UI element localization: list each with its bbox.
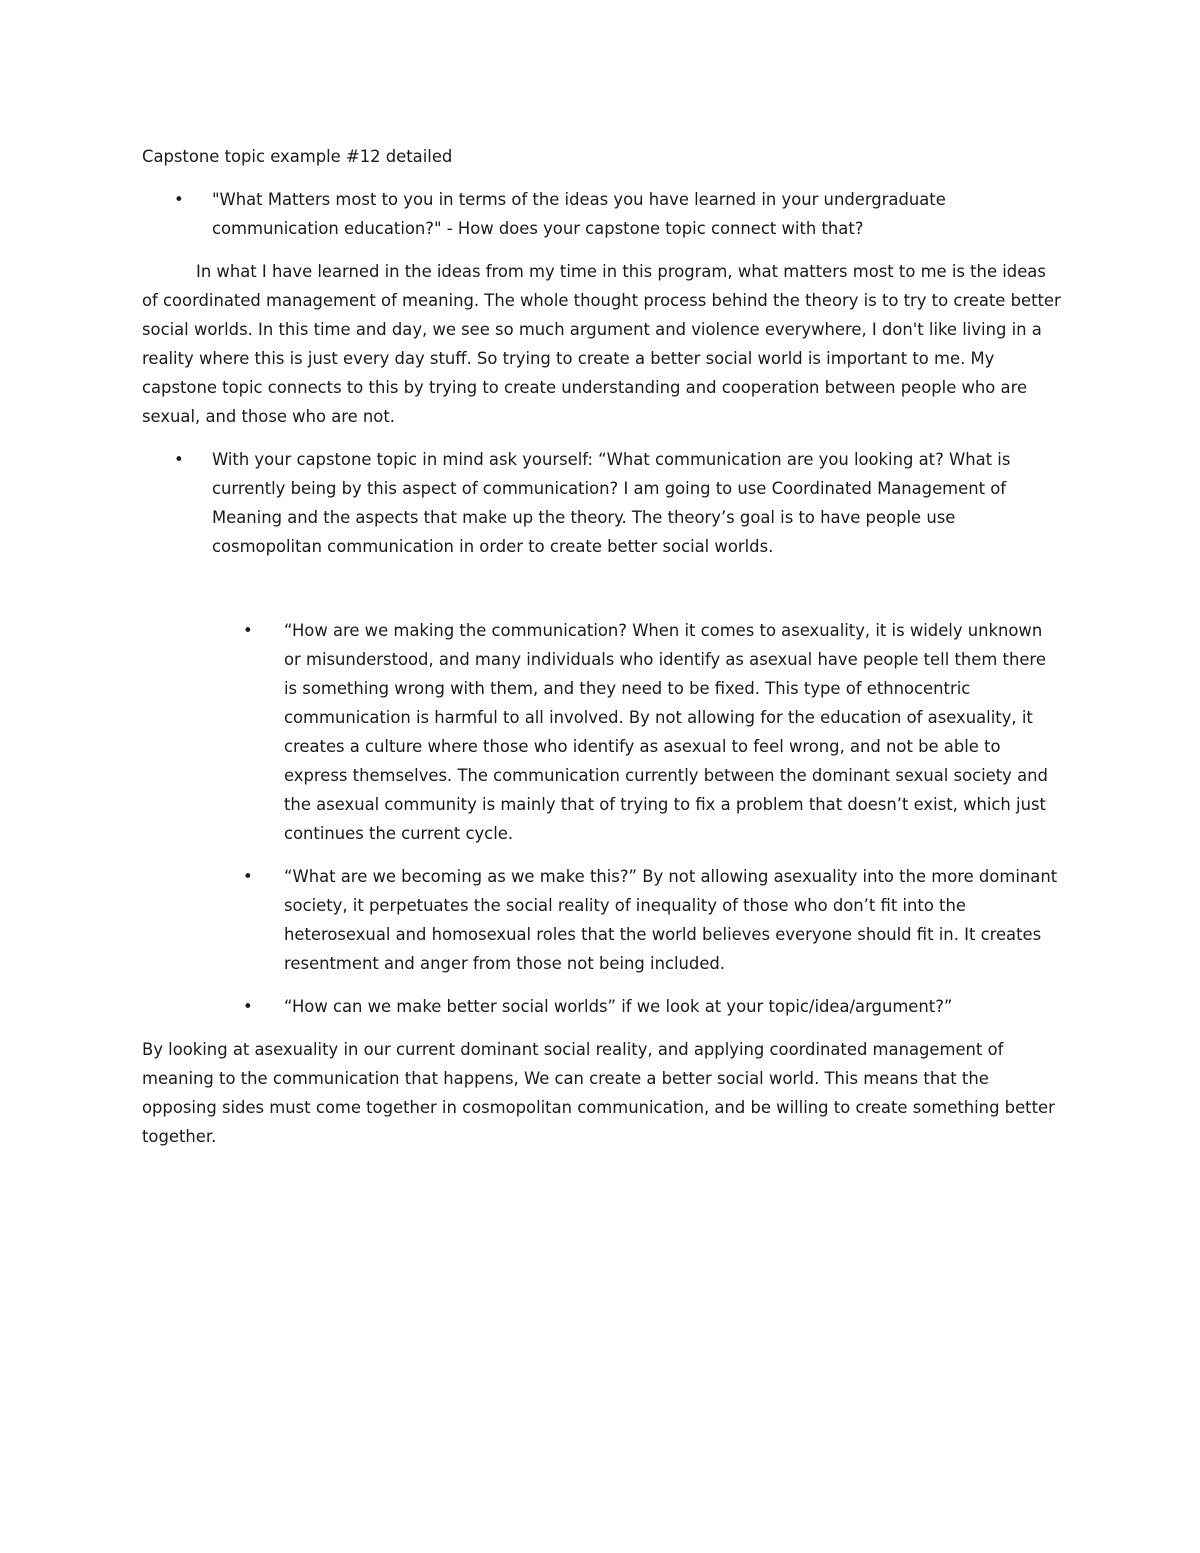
- sub-question-text: “How are we making the communication? When it comes to asexuality, it is widely unknown or misunderstood, and many individuals who identify as asexual have people tell them there is something wrong with them, and they need to be fixed. This type of ethnocentric communication is harmful to all involved. By not allowing for the education of asexuality, it creates a culture where those who identify as asexual to feel wrong, and not be able to express themselves. The communication currently between the dominant sexual society and the asexual community is mainly that of trying to fix a problem that doesn’t exist, which just continues the current cycle.: [284, 621, 1048, 843]
- closing-paragraph: By looking at asexuality in our current dominant social reality, and applying coordinated management of meaning to the communication that happens, We can create a better social world. This means that the opposing sides must come together in cosmopolitan communication, and be willing to create something better together.: [142, 1040, 1055, 1146]
- sub-question-list: [142, 616, 1062, 1021]
- question-1-item: [142, 185, 1062, 243]
- sub-question-text: “How can we make better social worlds” if we look at your topic/idea/argument?”: [284, 997, 953, 1016]
- answer-1-paragraph: In what I have learned in the ideas from my time in this program, what matters most to me is the ideas of coordinated management of meaning. The whole thought process behind the theory is to try to create better social worlds. In this time and day, we see so much argument and violence everywhere, I don't like living in a reality where this is just every day stuff. So trying to create a better social world is important to me. My capstone topic connects to this by trying to create understanding and cooperation between people who are sexual, and those who are not.: [142, 262, 1061, 426]
- sub-question-item: [142, 616, 1062, 848]
- document-page: [142, 142, 1062, 1151]
- question-list-1: [142, 185, 1062, 243]
- bullet-icon: •: [243, 997, 253, 1016]
- sub-question-item: [142, 992, 1062, 1021]
- sub-question-text: “What are we becoming as we make this?” By not allowing asexuality into the more dominant society, it perpetuates the social reality of inequality of those who don’t fit into the heterosexual and homosexual roles that the world believes everyone should fit in. It creates resentment and anger from those not being included.: [284, 867, 1058, 973]
- bullet-icon: •: [174, 190, 184, 209]
- sub-question-item: [142, 862, 1062, 978]
- bullet-icon: •: [243, 621, 253, 640]
- blank-line: [142, 575, 1062, 616]
- document-title: Capstone topic example #12 detailed: [142, 147, 453, 166]
- question-1-text: "What Matters most to you in terms of the ideas you have learned in your undergraduate communication education?" - How does your capstone topic connect with that?: [212, 190, 946, 238]
- bullet-icon: •: [243, 867, 253, 886]
- question-list-2: [142, 445, 1062, 561]
- question-2-item: [142, 445, 1062, 561]
- bullet-icon: •: [174, 450, 184, 469]
- question-2-text: With your capstone topic in mind ask yourself: “What communication are you looking at? What is currently being by this aspect of communication? I am going to use Coordinated Management of Meaning and the aspects that make up the theory. The theory’s goal is to have people use cosmopolitan communication in order to create better social worlds.: [212, 450, 1011, 556]
